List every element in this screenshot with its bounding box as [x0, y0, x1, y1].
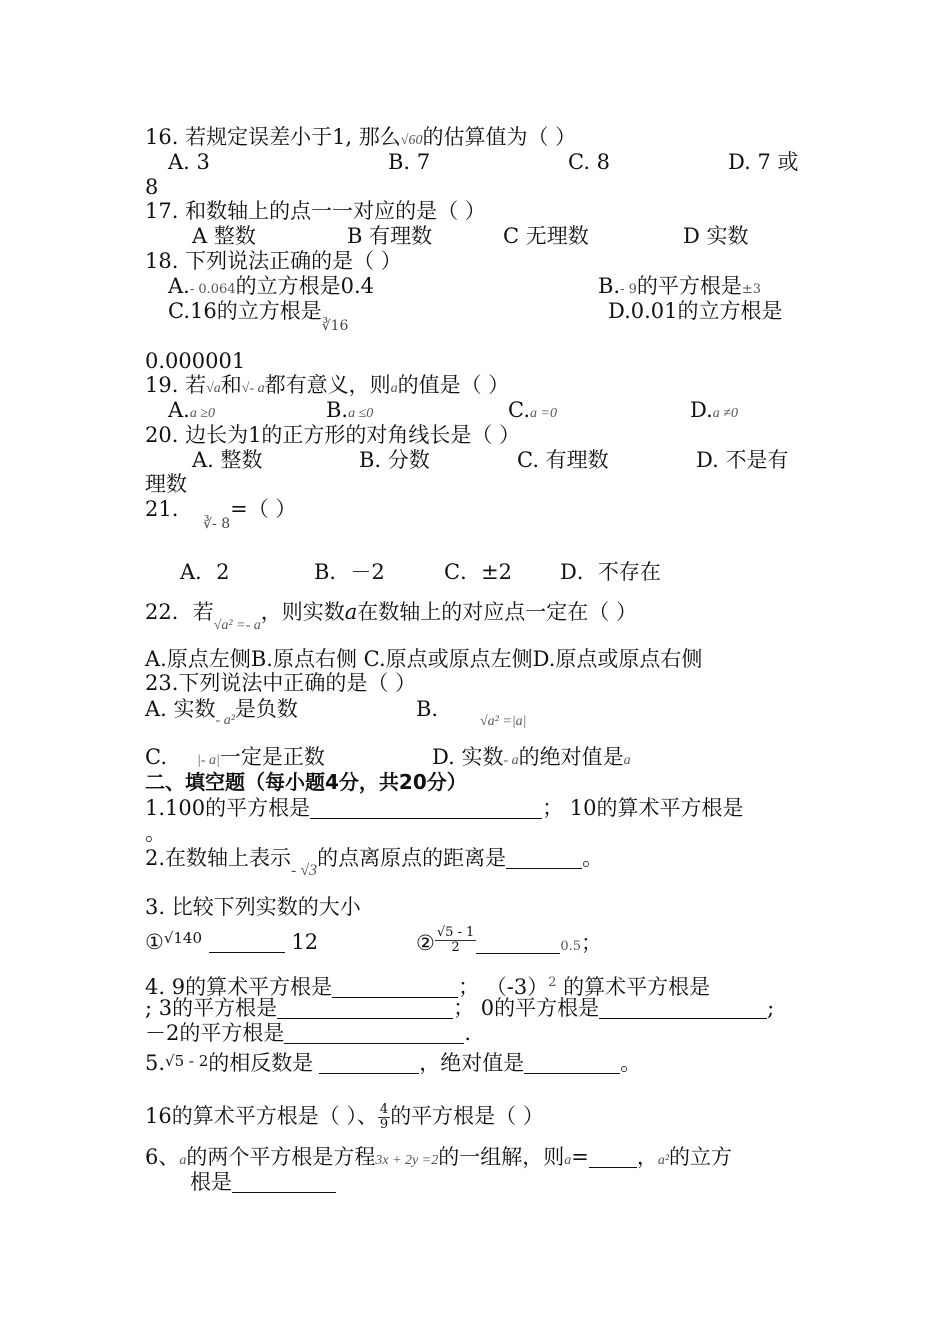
- f5b-text-1: 16的算术平方根是（ ）、: [145, 1104, 378, 1128]
- equation-math: 3x + 2y =2: [375, 1153, 439, 1168]
- f1-text-2: ； 10的算术平方根是: [542, 796, 744, 820]
- frac-num: √5 - 1: [436, 925, 475, 940]
- q22-var: a: [344, 600, 358, 624]
- q19-text-2: 和: [220, 373, 242, 397]
- q23-stem: 23.下列说法中正确的是（ ）: [145, 671, 417, 695]
- q22-options: A.原点左侧B.原点右侧 C.原点或原点左侧D.原点或原点右侧: [145, 647, 703, 671]
- f5-text-2: 的相反数是: [208, 1051, 314, 1075]
- q22-stem: [145, 600, 637, 633]
- q23-option-b: B.: [416, 697, 439, 721]
- var-a-math: a: [390, 381, 398, 396]
- answer-blank[interactable]: [209, 932, 285, 953]
- f4-text-1: 4. 9的算术平方根是: [145, 975, 333, 999]
- q18-stem: 18. 下列说法正确的是（ ）: [145, 249, 402, 273]
- q23-d-math-2: a: [623, 753, 631, 768]
- q18-a-math: - 0.064: [189, 282, 236, 297]
- f6-text-3: 的一组解，则: [438, 1145, 565, 1169]
- q23-d-label: D. 实数: [432, 745, 504, 769]
- f5-text-3: ，绝对值是: [419, 1051, 525, 1075]
- circled-1: ①: [145, 930, 164, 954]
- sqrt-a-squared-math: √a² =- a: [213, 618, 261, 633]
- fill-2: [145, 846, 604, 879]
- fill-3-compare-1: [145, 930, 318, 956]
- f3-end: ；: [581, 931, 602, 955]
- q16-stem: [145, 125, 576, 153]
- cbrt16-math: ∛16: [321, 318, 349, 334]
- fraction-sqrt5-minus1-over-2: [435, 926, 476, 955]
- q19-option-d: [690, 398, 738, 426]
- f6-text-2: 的两个平方根是方程: [186, 1145, 376, 1169]
- answer-blank[interactable]: [506, 848, 582, 869]
- frac-num-4: 4: [379, 1102, 389, 1117]
- q23-c-label: C.: [145, 745, 167, 769]
- q18-a-text: 的立方根是0.4: [235, 274, 374, 298]
- fraction-4-over-9: [378, 1103, 390, 1132]
- q23-d-text: 的绝对值是: [518, 745, 624, 769]
- fill-5b: [145, 1103, 544, 1132]
- answer-blank[interactable]: [476, 933, 560, 954]
- q23-option-d: [432, 745, 631, 773]
- q23-option-a: [145, 697, 298, 728]
- q18-c-text: C.16的立方根是: [168, 299, 322, 323]
- frac-den-9: 9: [379, 1117, 389, 1132]
- q18-option-b: [598, 274, 761, 302]
- sqrt-neg-a-math: √- a: [241, 381, 265, 396]
- q19-d-math: a ≠0: [712, 406, 738, 421]
- q16-option-c: C. 8: [568, 150, 611, 174]
- f4-text-5: ； 0的平方根是: [453, 996, 600, 1020]
- q17-option-c: C 无理数: [503, 224, 589, 248]
- f2-text-2: 的点离原点的距离是: [317, 846, 507, 870]
- answer-blank[interactable]: [310, 798, 542, 819]
- q20-stem: 20. 边长为1的正方形的对角线长是（ ）: [145, 423, 521, 447]
- f5-number: 5.: [145, 1051, 166, 1075]
- f6-equals: =: [571, 1145, 589, 1169]
- q22-text-2: ，则实数: [260, 600, 345, 624]
- answer-blank[interactable]: [319, 1053, 419, 1074]
- f2-text-1: 2.在数轴上表示: [145, 846, 292, 870]
- f4-text-8: .: [464, 1021, 472, 1045]
- q16-option-a: A. 3: [168, 150, 210, 174]
- q19-d-label: D.: [690, 398, 713, 422]
- q20-option-c: C. 有理数: [517, 448, 609, 472]
- q16-option-d: D. 7 或: [728, 150, 799, 174]
- f6-var-a-2: a: [564, 1153, 572, 1168]
- q23-d-math: - a: [503, 753, 519, 768]
- q23-b-math-wrap: [480, 706, 527, 734]
- f6-var-a: a: [179, 1153, 187, 1168]
- fill-1: [145, 796, 744, 820]
- q16-option-b: B. 7: [388, 150, 431, 174]
- answer-blank[interactable]: [589, 1147, 637, 1168]
- answer-blank[interactable]: [599, 998, 767, 1019]
- q16-text: 16. 若规定误差小于1, 那么: [145, 125, 401, 149]
- q19-text-3: 都有意义，则: [264, 373, 391, 397]
- answer-blank[interactable]: [232, 1172, 336, 1193]
- q19-a-math: a ≥0: [189, 406, 216, 421]
- fill-4-line-1: [145, 971, 710, 999]
- q22-text-1: 22．若: [145, 600, 214, 624]
- q19-text-1: 19. 若: [145, 373, 207, 397]
- q20-option-d-cont: 理数: [145, 472, 187, 496]
- q19-stem: [145, 373, 509, 401]
- q21-option-a: A．2: [180, 560, 230, 584]
- q18-b-label: B.: [598, 274, 621, 298]
- q22-text-3: 在数轴上的对应点一定在（ ）: [357, 600, 637, 624]
- q21-option-c: C．±2: [444, 560, 513, 584]
- q19-text-4: 的值是（ ）: [397, 373, 510, 397]
- fill-4-line-3: [145, 1021, 471, 1045]
- q23-a-label: A. 实数: [145, 697, 216, 721]
- answer-blank[interactable]: [277, 998, 453, 1019]
- f4-text-2: ； （-3）: [458, 975, 549, 999]
- q18-b-text: 的平方根是: [636, 274, 742, 298]
- q19-c-math: a =0: [530, 406, 557, 421]
- q21-option-b: B．－2: [314, 560, 385, 584]
- neg-sqrt3-math: - √3: [291, 862, 318, 879]
- fill-6-line-2: [190, 1170, 336, 1194]
- fill-5: [145, 1051, 641, 1077]
- value-0-5: 0.5: [560, 939, 581, 954]
- q18-option-a: [168, 274, 374, 302]
- q21-stem: [145, 497, 297, 532]
- sqrt60-math: √60: [400, 133, 423, 148]
- q23-a-math: - a²: [215, 713, 235, 728]
- f6-text-7: 根是: [190, 1170, 232, 1194]
- answer-blank[interactable]: [284, 1023, 464, 1044]
- q23-option-c: [145, 745, 325, 773]
- f6-comma: ，: [636, 1145, 658, 1169]
- q21-option-d: D．不存在: [560, 560, 661, 584]
- f4-text-6: ;: [767, 996, 775, 1020]
- q18-option-c: [168, 299, 349, 334]
- f4-text-3: 的算术平方根是: [556, 975, 711, 999]
- f4-text-4: ; 3的平方根是: [145, 996, 278, 1020]
- q21-number: 21.: [145, 497, 179, 521]
- section-heading: 二、填空题（每小题4分，共20分）: [145, 770, 467, 794]
- answer-blank[interactable]: [332, 977, 458, 998]
- q17-stem: 17. 和数轴上的点一一对应的是（ ）: [145, 199, 486, 223]
- fill-3-compare-2: [416, 925, 602, 959]
- f4-text-7: －2的平方根是: [145, 1021, 285, 1045]
- q17-option-a: A 整数: [192, 224, 256, 248]
- a-squared-math: a²: [657, 1153, 670, 1168]
- q17-option-d: D 实数: [683, 224, 749, 248]
- q23-a-text: 是负数: [234, 697, 298, 721]
- q18-b-math: - 9: [620, 282, 637, 297]
- q19-b-label: B.: [326, 398, 349, 422]
- fill-6-line-1: [145, 1145, 732, 1173]
- f1-period: 。: [145, 821, 166, 845]
- q18-option-d-cont: 0.000001: [145, 349, 246, 373]
- q23-b-math: √a² =|a|: [480, 714, 527, 729]
- fill-3-stem: 3. 比较下列实数的大小: [145, 895, 361, 919]
- q17-option-b: B 有理数: [347, 224, 433, 248]
- q16-text-2: 的估算值为（ ）: [422, 125, 577, 149]
- f6-number: 6、: [145, 1145, 180, 1169]
- q19-option-a: [168, 398, 215, 426]
- f2-text-3: 。: [582, 846, 604, 870]
- q16-option-d-cont: 8: [145, 175, 159, 199]
- f5b-text-2: 的平方根是（ ）: [390, 1104, 544, 1128]
- q20-option-d: D. 不是有: [696, 448, 789, 472]
- q19-option-b: [326, 398, 373, 426]
- q19-a-label: A.: [168, 398, 190, 422]
- cbrt-neg8-math: ∛- 8: [203, 516, 231, 532]
- q19-option-c: [508, 398, 557, 426]
- fill-4-line-2: [145, 996, 774, 1020]
- sqrt5-minus2-math: √5 - 2: [165, 1052, 209, 1070]
- q23-c-text: 一定是正数: [219, 745, 325, 769]
- circled-2: ②: [416, 931, 435, 955]
- f1-text-1: 1.100的平方根是: [145, 796, 311, 820]
- q21-text: =（ ）: [230, 497, 297, 521]
- q20-option-b: B. 分数: [359, 448, 430, 472]
- q23-c-math: |- a|: [197, 753, 220, 768]
- q20-option-a: A. 整数: [192, 448, 263, 472]
- f6-text-6: 的立方: [669, 1145, 733, 1169]
- f4-superscript: 2: [548, 975, 557, 990]
- q18-a-label: A.: [168, 274, 190, 298]
- sqrt-a-math: √a: [206, 381, 221, 396]
- f5-text-4: 。: [620, 1051, 642, 1075]
- q18-option-d: D.0.01的立方根是: [608, 299, 783, 323]
- answer-blank[interactable]: [524, 1053, 620, 1074]
- q18-b-math-2: ±3: [741, 282, 762, 297]
- sqrt140-math: √140: [163, 929, 203, 947]
- q19-b-math: a ≤0: [348, 406, 374, 421]
- value-12: 12: [291, 930, 319, 954]
- frac-den: 2: [451, 940, 460, 955]
- q19-c-label: C.: [508, 398, 530, 422]
